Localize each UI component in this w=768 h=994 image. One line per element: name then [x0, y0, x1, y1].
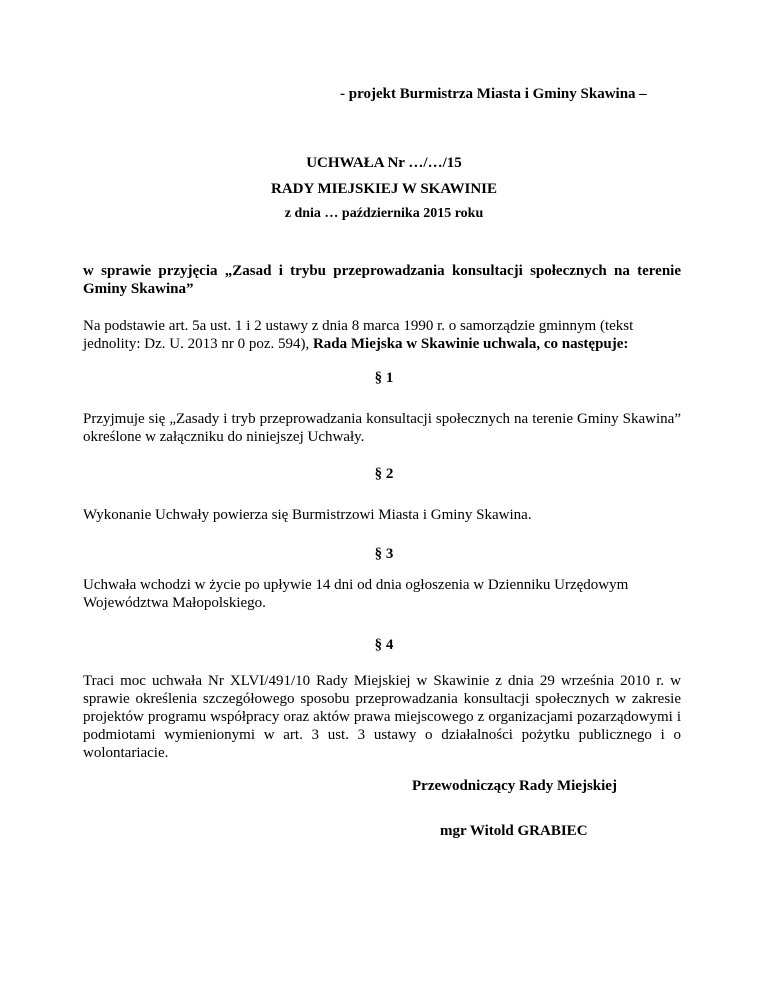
project-note: - projekt Burmistrza Miasta i Gminy Skawina –	[340, 86, 647, 102]
section-3-number: § 3	[374, 546, 394, 562]
section-3-text: Uchwała wchodzi w życie po upływie 14 dni od dnia ogłoszenia w Dzienniku Urzędowym Województwa Małopolskiego.	[83, 577, 629, 611]
section-2-text: Wykonanie Uchwały powierza się Burmistrzowi Miasta i Gminy Skawina.	[83, 507, 532, 523]
council-name: RADY MIEJSKIEJ W SKAWINIE	[270, 181, 498, 197]
preamble	[83, 317, 681, 353]
resolution-subject: w sprawie przyjęcia „Zasad i trybu przeprowadzania konsultacji społecznych na terenie Gminy Skawina”	[83, 263, 681, 297]
signature-role: Przewodniczący Rady Miejskiej	[412, 778, 617, 794]
resolution-number: UCHWAŁA Nr …/…/15	[306, 155, 462, 171]
signature-name: mgr Witold GRABIEC	[440, 823, 588, 839]
section-4-number: § 4	[374, 637, 394, 653]
section-4-text: Traci moc uchwała Nr XLVI/491/10 Rady Miejskiej w Skawinie z dnia 29 września 2010 r. w sprawie określenia szczegółowego sposobu przeprowadzania konsultacji społecznych w zakresie projektów programu współpracy oraz aktów prawa miejscowego z organizacjami pozarządowymi i podmiotami wymienionymi w art. 3 ust. 3 ustawy o działalności pożytku publicznego i o wolontariacie.	[83, 673, 681, 761]
resolution-date: z dnia … października 2015 roku	[284, 206, 484, 221]
section-2-number: § 2	[374, 466, 394, 482]
preamble-text: Na podstawie art. 5a ust. 1 i 2 ustawy z dnia 8 marca 1990 r. o samorządzie gminnym (tekst jednolity: Dz. U. 2013 nr 0 poz. 594),	[83, 318, 634, 352]
section-1-number: § 1	[374, 370, 394, 386]
preamble-enactment: Rada Miejska w Skawinie uchwala, co następuje:	[312, 336, 629, 352]
section-1-text: Przyjmuje się „Zasady i tryb przeprowadzania konsultacji społecznych na terenie Gminy Skawina” określone w załączniku do niniejszej Uchwały.	[83, 411, 681, 445]
